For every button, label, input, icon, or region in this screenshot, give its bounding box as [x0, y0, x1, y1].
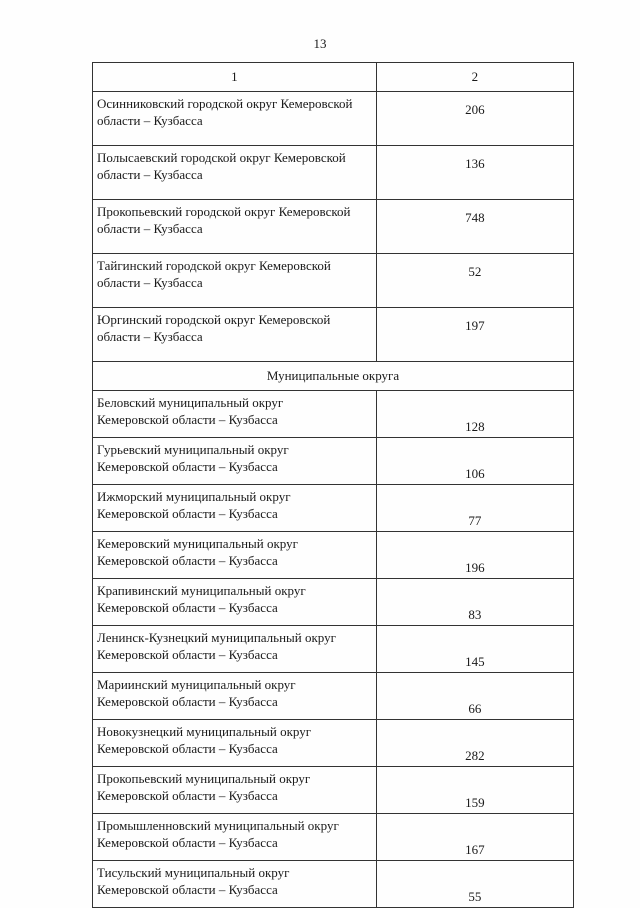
district-value: 106 [376, 438, 573, 485]
table-row [93, 308, 574, 362]
district-name-cell [93, 254, 377, 308]
district-name-line-2: Кемеровской области – Кузбасса [97, 834, 278, 850]
table-row [93, 767, 574, 814]
header-col-2: 2 [376, 63, 573, 92]
table-row [93, 391, 574, 438]
district-value: 282 [376, 720, 573, 767]
district-name-cell [93, 485, 377, 532]
district-name-line-2: Кемеровской области – Кузбасса [97, 740, 278, 756]
district-name-cell [93, 146, 377, 200]
district-name-line-2: области – Кузбасса [97, 328, 203, 344]
district-name-line-1: Прокопьевский городской округ Кемеровской [97, 204, 351, 219]
district-name-line-1: Мариинский муниципальный округ [97, 677, 296, 692]
table-row [93, 92, 574, 146]
district-value: 206 [376, 92, 573, 146]
district-name-line-2: Кемеровской области – Кузбасса [97, 693, 278, 709]
district-name-line-1: Ленинск-Кузнецкий муниципальный округ [97, 630, 336, 645]
district-name-line-2: Кемеровской области – Кузбасса [97, 505, 278, 521]
district-name-cell [93, 579, 377, 626]
district-name-cell [93, 673, 377, 720]
district-name-line-1: Тайгинский городской округ Кемеровской [97, 258, 331, 273]
table-row [93, 438, 574, 485]
district-value: 66 [376, 673, 573, 720]
district-name-line-1: Юргинский городской округ Кемеровской [97, 312, 331, 327]
district-name-cell [93, 391, 377, 438]
table-row [93, 720, 574, 767]
district-name-line-2: области – Кузбасса [97, 166, 203, 182]
table-row [93, 579, 574, 626]
district-name-cell [93, 626, 377, 673]
district-name-line-1: Осинниковский городской округ Кемеровской [97, 96, 353, 111]
district-name-line-1: Беловский муниципальный округ [97, 395, 284, 410]
district-value: 128 [376, 391, 573, 438]
district-name-cell [93, 767, 377, 814]
table-row [93, 814, 574, 861]
district-name-line-2: Кемеровской области – Кузбасса [97, 787, 278, 803]
table-row [93, 254, 574, 308]
district-value: 136 [376, 146, 573, 200]
table-row [93, 861, 574, 908]
table-row [93, 626, 574, 673]
district-value: 197 [376, 308, 573, 362]
table-row [93, 200, 574, 254]
district-name-line-1: Ижморский муниципальный округ [97, 489, 291, 504]
district-name-line-2: области – Кузбасса [97, 112, 203, 128]
district-name-line-2: Кемеровской области – Кузбасса [97, 599, 278, 615]
district-name-cell [93, 308, 377, 362]
table-row [93, 485, 574, 532]
district-value: 52 [376, 254, 573, 308]
district-name-cell [93, 861, 377, 908]
district-name-line-1: Кемеровский муниципальный округ [97, 536, 298, 551]
district-name-line-2: Кемеровской области – Кузбасса [97, 458, 278, 474]
district-value: 77 [376, 485, 573, 532]
district-name-line-1: Тисульский муниципальный округ [97, 865, 290, 880]
district-name-line-1: Крапивинский муниципальный округ [97, 583, 306, 598]
district-name-cell [93, 438, 377, 485]
district-name-line-1: Промышленновский муниципальный округ [97, 818, 339, 833]
districts-table [92, 62, 574, 908]
district-name-line-1: Прокопьевский муниципальный округ [97, 771, 311, 786]
district-name-cell [93, 200, 377, 254]
district-name-line-1: Гурьевский муниципальный округ [97, 442, 289, 457]
district-value: 196 [376, 532, 573, 579]
table-row [93, 532, 574, 579]
district-name-line-2: области – Кузбасса [97, 220, 203, 236]
district-value: 748 [376, 200, 573, 254]
district-name-cell [93, 814, 377, 861]
district-value: 159 [376, 767, 573, 814]
district-value: 145 [376, 626, 573, 673]
district-value: 167 [376, 814, 573, 861]
header-col-1: 1 [93, 63, 377, 92]
district-name-line-1: Новокузнецкий муниципальный округ [97, 724, 312, 739]
district-name-line-1: Полысаевский городской округ Кемеровской [97, 150, 346, 165]
district-name-line-2: Кемеровской области – Кузбасса [97, 881, 278, 897]
district-value: 83 [376, 579, 573, 626]
table-header-row [93, 63, 574, 92]
table-row [93, 673, 574, 720]
district-name-line-2: Кемеровской области – Кузбасса [97, 552, 278, 568]
section-row [93, 362, 574, 391]
district-name-cell [93, 92, 377, 146]
section-title: Муниципальные округа [93, 362, 574, 391]
district-name-line-2: Кемеровской области – Кузбасса [97, 411, 278, 427]
district-name-cell [93, 720, 377, 767]
district-name-line-2: Кемеровской области – Кузбасса [97, 646, 278, 662]
table-row [93, 146, 574, 200]
district-name-cell [93, 532, 377, 579]
page-number: 13 [313, 36, 327, 51]
district-name-line-2: области – Кузбасса [97, 274, 203, 290]
district-value: 55 [376, 861, 573, 908]
